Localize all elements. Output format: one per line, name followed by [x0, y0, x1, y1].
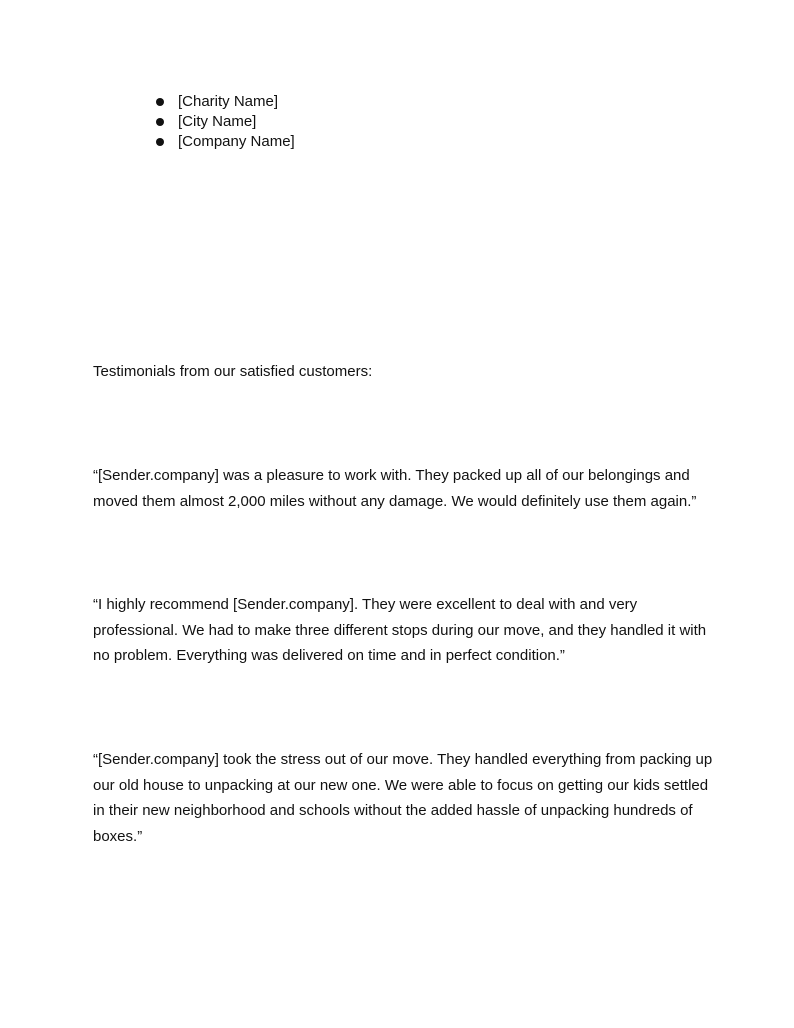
testimonial-paragraph: “[Sender.company] was a pleasure to work with. They packed up all of our belongings and moved them almost 2,000 miles without any damage. We would definitely use them again.”	[93, 467, 697, 510]
list-item	[150, 92, 295, 112]
list-item	[150, 112, 295, 132]
bullet-icon	[156, 98, 164, 106]
testimonial-paragraph: “[Sender.company] took the stress out of our move. They handled everything from packing up our old house to unpacking at our new one. We were able to focus on getting our kids settled in their new neighborhood and schools without the added hassle of unpacking hundreds of boxes.”	[93, 751, 713, 846]
testimonial-paragraph: “I highly recommend [Sender.company]. They were excellent to deal with and very professional. We had to make three different stops during our move, and they handled it with no problem. Everything was delivered on time and in perfect condition.”	[93, 596, 707, 665]
list-item-text: [Company Name]	[178, 133, 295, 150]
bullet-list	[150, 92, 295, 152]
list-item	[150, 132, 295, 152]
bullet-icon	[156, 118, 164, 126]
bullet-icon	[156, 138, 164, 146]
list-item-text: [City Name]	[178, 113, 257, 130]
list-item-text: [Charity Name]	[178, 93, 279, 110]
testimonials-heading: Testimonials from our satisfied customers:	[93, 363, 373, 380]
